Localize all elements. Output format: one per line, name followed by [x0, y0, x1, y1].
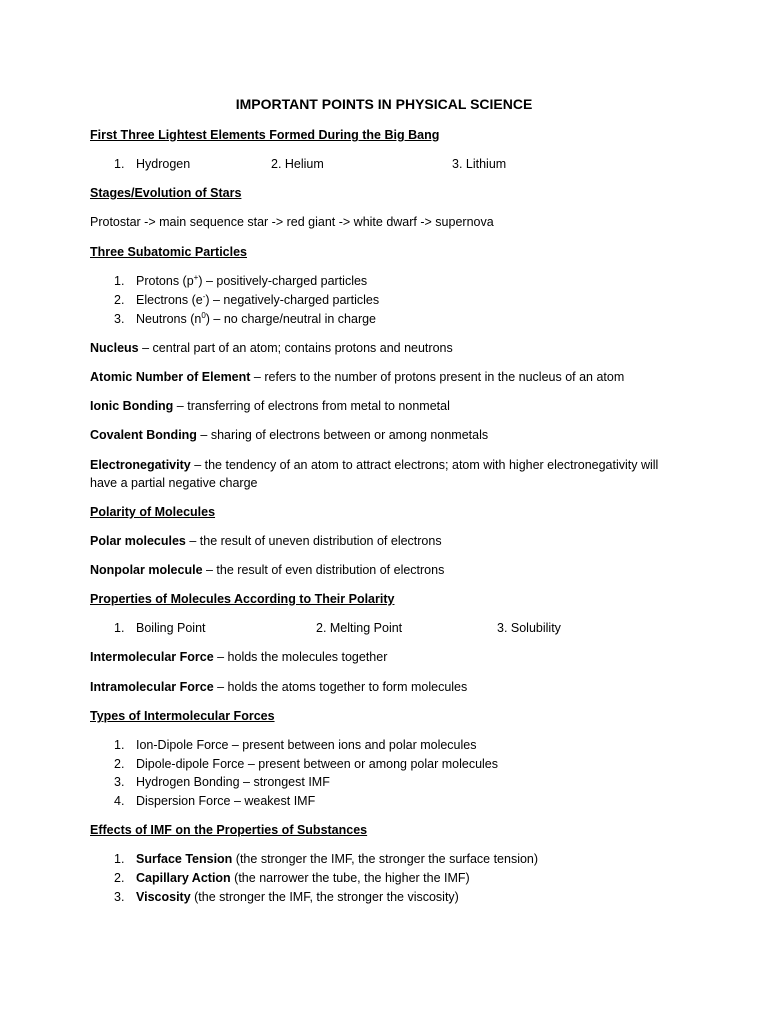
- list-item-text: Dispersion Force – weakest IMF: [136, 794, 316, 808]
- list-item: [0, 274, 768, 290]
- list-properties: [0, 621, 768, 637]
- list-number: 2.: [114, 757, 125, 771]
- list-item-text: Hydrogen Bonding – strongest IMF: [136, 775, 330, 789]
- list-item: [0, 794, 768, 810]
- list-item-text: Surface Tension (the stronger the IMF, the stronger the surface tension): [136, 852, 539, 866]
- list-item: Hydrogen: [136, 157, 191, 171]
- heading-subatomic-particles: Three Subatomic Particles: [90, 245, 248, 259]
- list-item: [0, 775, 768, 791]
- list-item: 2. Helium: [271, 157, 324, 171]
- list-item: [0, 738, 768, 754]
- definition-covalent-bonding: Covalent Bonding – sharing of electrons between or among nonmetals: [90, 428, 489, 442]
- list-number: 1.: [114, 738, 125, 752]
- list-number: 3.: [114, 775, 125, 789]
- definition-atomic-number: Atomic Number of Element – refers to the number of protons present in the nucleus of an atom: [90, 370, 625, 384]
- definition-ionic-bonding: Ionic Bonding – transferring of electrons from metal to nonmetal: [90, 399, 450, 413]
- list-item: Boiling Point: [136, 621, 206, 635]
- definition-polar: Polar molecules – the result of uneven distribution of electrons: [90, 534, 442, 548]
- list-number: 2.: [114, 871, 125, 885]
- list-item-text: Viscosity (the stronger the IMF, the stronger the viscosity): [136, 890, 459, 904]
- definition-nucleus: Nucleus – central part of an atom; contains protons and neutrons: [90, 341, 453, 355]
- definition-intramolecular: Intramolecular Force – holds the atoms together to form molecules: [90, 680, 468, 694]
- list-item: [0, 890, 768, 906]
- list-number: 4.: [114, 794, 125, 808]
- definition-electronegativity-cont: have a partial negative charge: [90, 476, 258, 490]
- heading-properties: Properties of Molecules According to Their Polarity: [90, 592, 395, 606]
- list-item: 3. Solubility: [497, 621, 561, 635]
- definition-nonpolar: Nonpolar molecule – the result of even distribution of electrons: [90, 563, 445, 577]
- list-item: [0, 757, 768, 773]
- list-item-text: Dipole-dipole Force – present between or among polar molecules: [136, 757, 499, 771]
- list-item-text: Protons (p+) – positively-charged particles: [136, 272, 368, 288]
- page-title: IMPORTANT POINTS IN PHYSICAL SCIENCE: [235, 96, 533, 112]
- definition-intermolecular: Intermolecular Force – holds the molecules together: [90, 650, 388, 664]
- list-number: 1.: [114, 621, 125, 635]
- list-item: 2. Melting Point: [316, 621, 403, 635]
- stars-text: Protostar -> main sequence star -> red giant -> white dwarf -> supernova: [90, 215, 494, 229]
- list-item: [0, 312, 768, 328]
- list-number: 1.: [114, 274, 125, 288]
- list-item: [0, 293, 768, 309]
- list-number: 2.: [114, 293, 125, 307]
- list-number: 3.: [114, 312, 125, 326]
- list-item: [0, 852, 768, 868]
- list-item-text: Electrons (e-) – negatively-charged particles: [136, 291, 380, 307]
- list-number: 1.: [114, 157, 125, 171]
- list-item-text: Capillary Action (the narrower the tube, the higher the IMF): [136, 871, 470, 885]
- definition-electronegativity: Electronegativity – the tendency of an atom to attract electrons; atom with higher electronegativity will: [90, 458, 659, 472]
- heading-polarity: Polarity of Molecules: [90, 505, 216, 519]
- heading-lightest-elements: First Three Lightest Elements Formed During the Big Bang: [90, 128, 440, 142]
- list-item-text: Neutrons $(n^0)$ – no charge/neutral in charge: [136, 310, 377, 326]
- heading-stars: Stages/Evolution of Stars: [90, 186, 242, 200]
- list-number: 3.: [114, 890, 125, 904]
- list-item: [0, 871, 768, 887]
- list-item: 3. Lithium: [452, 157, 507, 171]
- heading-imf-types: Types of Intermolecular Forces: [90, 709, 275, 723]
- list-item-text: Ion-Dipole Force – present between ions and polar molecules: [136, 738, 477, 752]
- heading-imf-effects: Effects of IMF on the Properties of Substances: [90, 823, 368, 837]
- list-lightest-elements: [0, 157, 768, 173]
- list-number: 1.: [114, 852, 125, 866]
